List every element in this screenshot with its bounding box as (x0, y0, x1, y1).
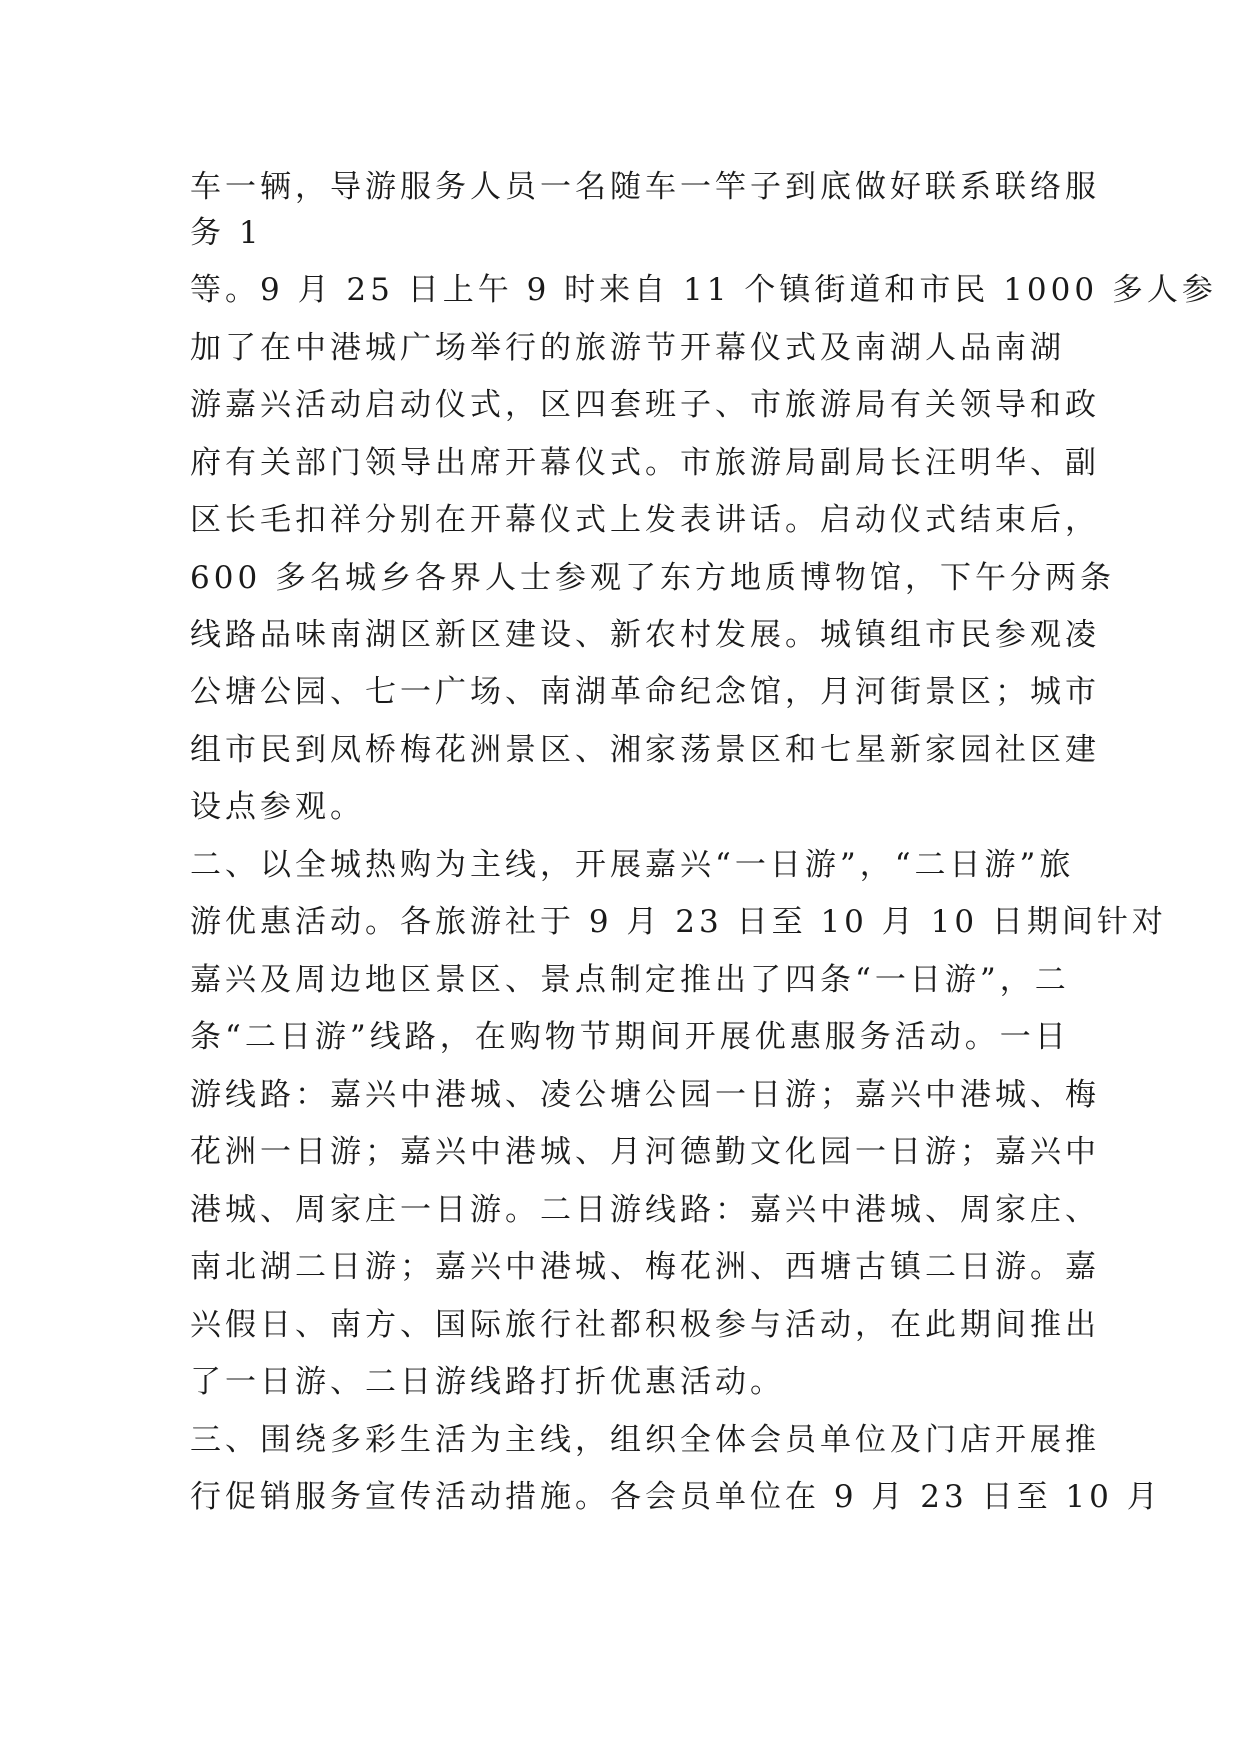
text-line-4: 加了在中港城广场举行的旅游节开幕仪式及南湖人品南湖 (190, 330, 1065, 366)
text-line-20: 南北湖二日游；嘉兴中港城、梅花洲、西塘古镇二日游。嘉 (190, 1249, 1100, 1285)
text-line-21: 兴假日、南方、国际旅行社都积极参与活动，在此期间推出 (190, 1307, 1100, 1343)
text-line-6: 府有关部门领导出席开幕仪式。市旅游局副局长汪明华、副 (190, 445, 1100, 481)
text-line-9: 线路品味南湖区新区建设、新农村发展。城镇组市民参观凌 (190, 617, 1100, 653)
text-line-8: 600 多名城乡各界人士参观了东方地质博物馆，下午分两条 (190, 560, 1116, 596)
text-line-16: 条“二日游”线路，在购物节期间开展优惠服务活动。一日 (190, 1019, 1070, 1055)
text-line-3: 等。9 月 25 日上午 9 时来自 11 个镇街道和市民 1000 多人参 (190, 272, 1217, 308)
text-line-10: 公塘公园、七一广场、南湖革命纪念馆，月河街景区；城市 (190, 674, 1100, 710)
text-line-14: 游优惠活动。各旅游社于 9 月 23 日至 10 月 10 日期间针对 (190, 904, 1167, 940)
text-line-17: 游线路：嘉兴中港城、凌公塘公园一日游；嘉兴中港城、梅 (190, 1077, 1100, 1113)
text-line-19: 港城、周家庄一日游。二日游线路：嘉兴中港城、周家庄、 (190, 1192, 1100, 1228)
text-line-11: 组市民到凤桥梅花洲景区、湘家荡景区和七星新家园社区建 (190, 732, 1100, 768)
text-line-23: 三、围绕多彩生活为主线，组织全体会员单位及门店开展推 (190, 1422, 1100, 1458)
text-line-15: 嘉兴及周边地区景区、景点制定推出了四条“一日游”，二 (190, 962, 1070, 998)
text-line-1: 车一辆，导游服务人员一名随车一竿子到底做好联系联络服 (190, 169, 1100, 205)
text-line-5: 游嘉兴活动启动仪式，区四套班子、市旅游局有关领导和政 (190, 387, 1100, 423)
text-line-13: 二、以全城热购为主线，开展嘉兴“一日游”，“二日游”旅 (190, 847, 1075, 883)
text-line-7: 区长毛扣祥分别在开幕仪式上发表讲话。启动仪式结束后， (190, 502, 1100, 538)
text-line-22: 了一日游、二日游线路打折优惠活动。 (190, 1364, 785, 1400)
text-line-24: 行促销服务宣传活动措施。各会员单位在 9 月 23 日至 10 月 (190, 1479, 1162, 1515)
text-line-18: 花洲一日游；嘉兴中港城、月河德勤文化园一日游；嘉兴中 (190, 1134, 1100, 1170)
text-line-2: 务 1 (190, 215, 263, 251)
text-line-12: 设点参观。 (190, 789, 365, 825)
